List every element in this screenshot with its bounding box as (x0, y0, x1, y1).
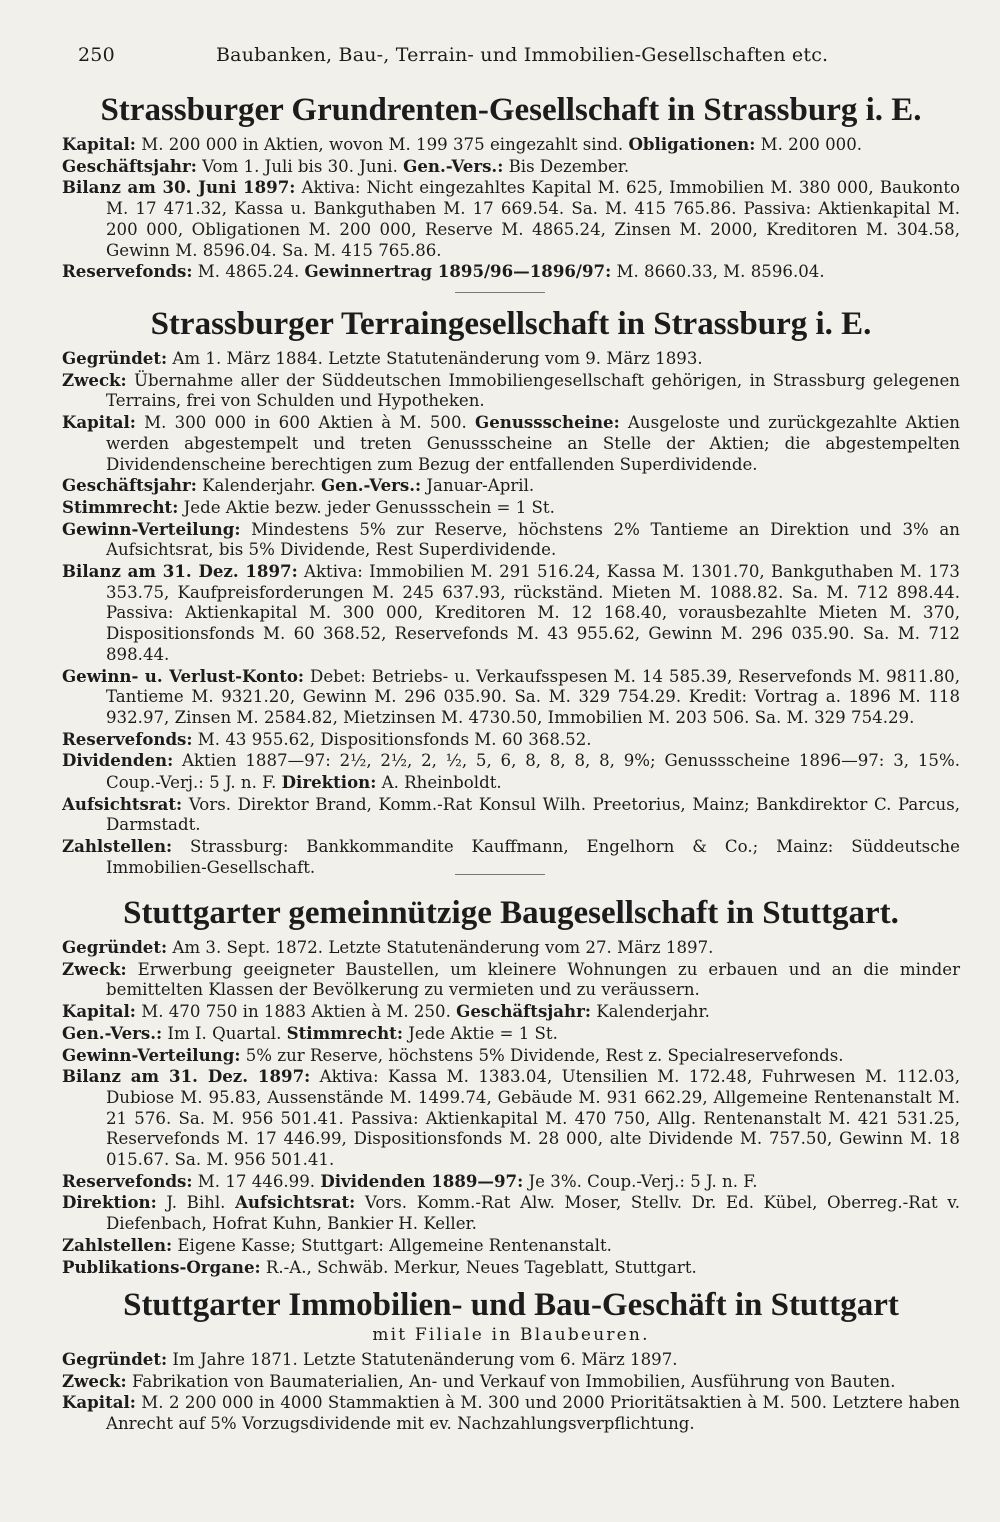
entry-zweck: Zweck: Erwerbung geeigneter Baustellen, um kleinere Wohnungen zu erbauen und an die minder bemittelten Klassen der Bevölkerung zu vermieten und zu veräussern. (62, 958, 960, 1000)
section-title: Stuttgarter Immobilien- und Bau-Geschäft in Stuttgart (123, 1287, 899, 1323)
section-title: Strassburger Grundrenten-Gesellschaft in Strassburg i. E. (100, 92, 922, 128)
entry-gegruendet: Gegründet: Am 1. März 1884. Letzte Statutenänderung vom 9. März 1893. (62, 348, 703, 368)
entry-gen-vers: Gen.-Vers.: Im I. Quartal. Stimmrecht: Jede Aktie = 1 St. (62, 1022, 558, 1043)
entry-kapital: Kapital: M. 470 750 in 1883 Aktien à M. 250. Geschäftsjahr: Kalenderjahr. (62, 1001, 710, 1022)
section-title: Stuttgarter gemeinnützige Baugesellschaft in Stuttgart. (123, 895, 899, 931)
section-strassburger-grundrenten (62, 90, 960, 283)
entry-zweck: Zweck: Fabrikation von Baumaterialien, An- und Verkauf von Immobilien, Ausführung von Bauten. (62, 1370, 896, 1391)
entry-gewinn-verteilung: Gewinn-Verteilung: 5% zur Reserve, höchstens 5% Dividende, Rest z. Specialreservefonds. (62, 1044, 844, 1065)
entry-zahlstellen: Zahlstellen: Strassburg: Bankkommandite Kauffmann, Engelhorn & Co.; Mainz: Süddeutsche Immobilien-Gesellschaft. (62, 836, 960, 877)
entry-kapital: Kapital: M. 300 000 in 600 Aktien à M. 500. Genussscheine: Ausgeloste und zurückgezahlte Aktien werden abgestempelt und treten Genussscheine an Stelle der Aktien; die abgestempelten Dividendenscheine berechtigen zum Bezug der entfallenden Superdividende. (62, 412, 960, 474)
page-number: 250 (78, 44, 115, 66)
entry-geschaeftsjahr: Geschäftsjahr: Vom 1. Juli bis 30. Juni. Gen.-Vers.: Bis Dezember. (62, 155, 630, 176)
entry-bilanz: Bilanz am 31. Dez. 1897: Aktiva: Kassa M. 1383.04, Utensilien M. 172.48, Fuhrwesen M. 112.03, Dubiose M. 95.83, Aussenstände M. 1499.74, Gebäude M. 931 662.29, Allgemeine Rentenanstalt M. 21 576. Sa. M. 956 501.41. Passiva: Aktienkapital M. 470 750, Allg. Rentenanstalt M. 421 531.25, Reservefonds M. 17 446.99, Dispositionsfonds M. 28 000, alte Dividende M. 757.50, Gewinn M. 18 015.67. Sa. M. 956 501.41. (62, 1066, 960, 1170)
entry-dividenden: Dividenden: Aktien 1887—97: 2½, 2½, 2, ½, 5, 6, 8, 8, 8, 8, 9%; Genussscheine 1896—97: 3, 15%. Coup.-Verj.: 5 J. n. F. Direktion: A. Rheinboldt. (62, 750, 960, 793)
entry-bilanz: Bilanz am 31. Dez. 1897: Aktiva: Immobilien M. 291 516.24, Kassa M. 1301.70, Bankguthaben M. 173 353.75, Kaufpreisforderungen M. 245 637.93, rückständ. Mieten M. 1088.82. Sa. M. 712 898.44. Passiva: Aktienkapital M. 300 000, Kreditoren M. 12 168.40, vorausbezahlte Mieten M. 370, Dispositionsfonds M. 60 368.52, Reservefonds M. 43 955.62, Gewinn M. 296 035.90. Sa. M. 712 898.44. (62, 561, 960, 664)
section-stuttgarter-baugesellschaft (62, 893, 960, 1278)
entry-gegruendet: Gegründet: Im Jahre 1871. Letzte Statutenänderung vom 6. März 1897. (62, 1349, 678, 1369)
entry-geschaeftsjahr: Geschäftsjahr: Kalenderjahr. Gen.-Vers.: Januar-April. (62, 475, 535, 496)
entries (62, 348, 960, 879)
entry-aufsichtsrat: Aufsichtsrat: Vors. Direktor Brand, Komm.-Rat Konsul Wilh. Preetorius, Mainz; Bankdirektor C. Parcus, Darmstadt. (62, 793, 960, 835)
entry-zahlstellen: Zahlstellen: Eigene Kasse; Stuttgart: Allgemeine Rentenanstalt. (62, 1234, 612, 1255)
entry-bilanz: Bilanz am 30. Juni 1897: Aktiva: Nicht eingezahltes Kapital M. 625, Immobilien M. 380 000, Baukonto M. 17 471.32, Kassa u. Bankguthaben M. 17 669.54. Sa. M. 415 765.86. Passiva: Aktienkapital M. 200 000, Obligationen M. 200 000, Reserve M. 4865.24, Zinsen M. 2000, Kreditoren M. 304.58, Gewinn M. 8596.04. Sa. M. 415 765.86. (62, 177, 960, 260)
entry-gewinn-verteilung: Gewinn-Verteilung: Mindestens 5% zur Reserve, höchstens 2% Tantieme an Direktion und 3% an Aufsichtsrat, bis 5% Dividende, Rest Superdividende. (62, 518, 960, 560)
section-subtitle: mit Filiale in Blaubeuren. (372, 1325, 650, 1345)
entries (62, 1349, 960, 1435)
entry-stimmrecht: Stimmrecht: Jede Aktie bezw. jeder Genussschein = 1 St. (62, 496, 555, 517)
running-header (78, 44, 828, 66)
entry-direktion: Direktion: J. Bihl. Aufsichtsrat: Vors. Komm.-Rat Alw. Moser, Stellv. Dr. Ed. Kübel, Oberreg.-Rat v. Diefenbach, Hofrat Kuhn, Bankier H. Keller. (62, 1192, 961, 1234)
section-divider (455, 874, 545, 875)
entry-zweck: Zweck: Übernahme aller der Süddeutschen Immobiliengesellschaft gehörigen, in Strassburg gelegenen Terrains, frei von Schulden und Hypotheken. (62, 369, 960, 411)
entry-kapital: Kapital: M. 2 200 000 in 4000 Stammaktien à M. 300 und 2000 Prioritätsaktien à M. 500. Letztere haben Anrecht auf 5% Vorzugsdividende mit ev. Nachzahlungsverpflichtung. (62, 1392, 960, 1434)
section-divider (455, 292, 545, 293)
entry-gegruendet: Gegründet: Am 3. Sept. 1872. Letzte Statutenänderung vom 27. März 1897. (62, 937, 714, 957)
entry-gewinn-verlust-konto: Gewinn- u. Verlust-Konto: Debet: Betriebs- u. Verkaufsspesen M. 14 585.39, Reservefonds M. 9811.80, Tantieme M. 9321.20, Gewinn M. 296 035.90. Sa. M. 329 754.29. Kredit: Vortrag a. 1896 M. 118 932.97, Zinsen M. 2584.82, Mietzinsen M. 4730.50, Immobilien M. 203 506. Sa. M. 329 754.29. (62, 665, 960, 727)
section-title: Strassburger Terraingesellschaft in Strassburg i. E. (150, 306, 872, 342)
running-title: Baubanken, Bau-, Terrain- und Immobilien-Gesellschaften etc. (216, 44, 829, 66)
entries (62, 134, 960, 283)
entry-kapital: Kapital: M. 200 000 in Aktien, wovon M. 199 375 eingezahlt sind. Obligationen: M. 200 000. (62, 134, 863, 154)
entry-reservefonds: Reservefonds: M. 4865.24. Gewinnertrag 1895/96—1896/97: M. 8660.33, M. 8596.04. (62, 261, 825, 282)
entry-publikations-organe: Publikations-Organe: R.-A., Schwäb. Merkur, Neues Tageblatt, Stuttgart. (62, 1256, 697, 1277)
entry-reservefonds: Reservefonds: M. 17 446.99. Dividenden 1889—97: Je 3%. Coup.-Verj.: 5 J. n. F. (62, 1170, 758, 1191)
entries (62, 937, 960, 1278)
entry-reservefonds: Reservefonds: M. 43 955.62, Dispositionsfonds M. 60 368.52. (62, 728, 592, 749)
section-strassburger-terrain (62, 304, 960, 879)
section-stuttgarter-immobilien (62, 1285, 960, 1435)
